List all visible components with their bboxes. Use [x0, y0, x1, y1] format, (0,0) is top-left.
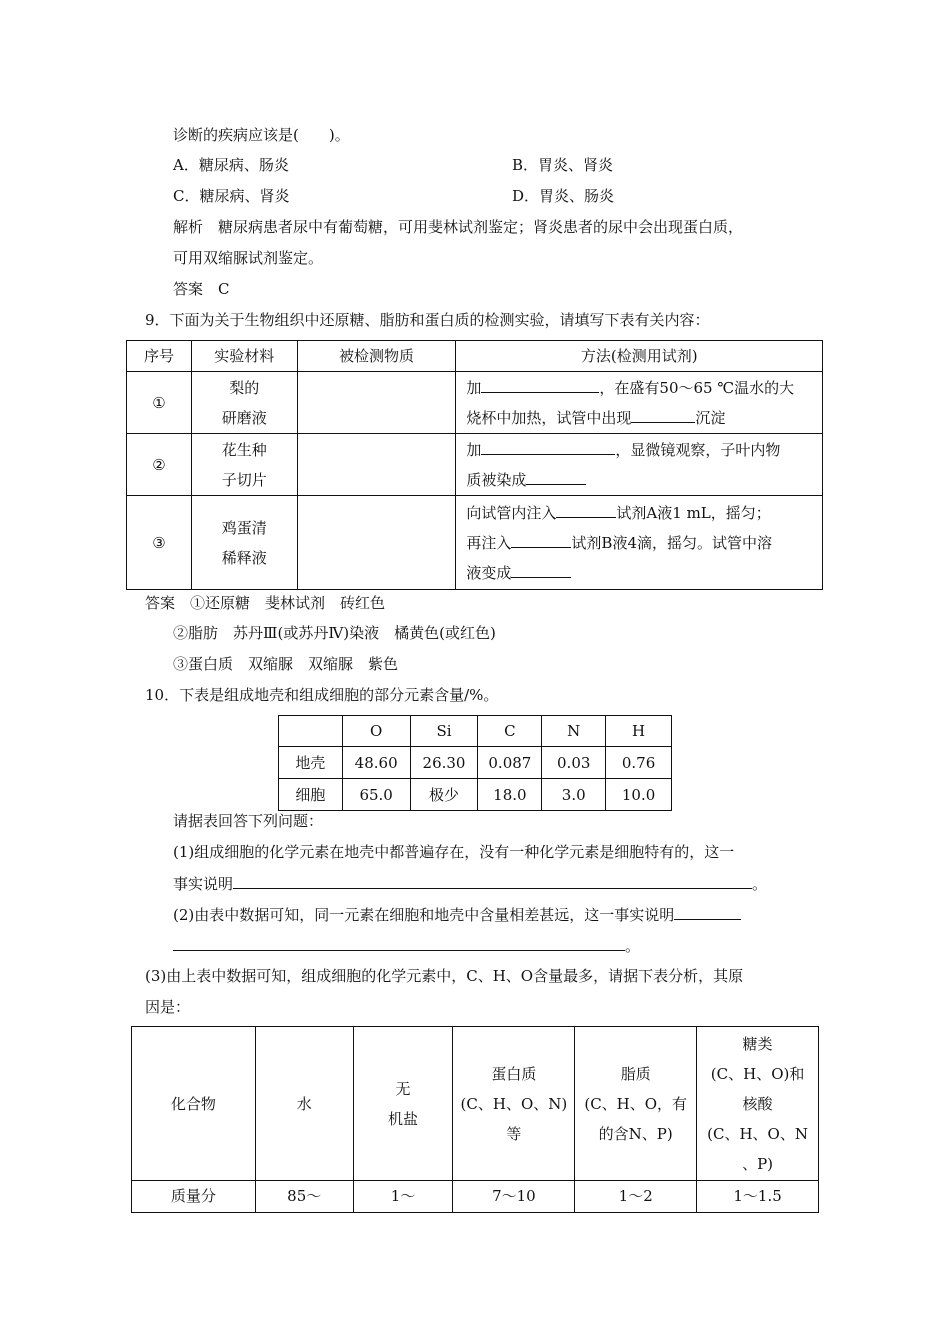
q9-row3-method: 向试管内注入 试剂A液1 mL，摇匀； 再注入 试剂B液4滴，摇匀。试管中溶 液变成	[456, 496, 823, 590]
compound-header-label: 化合物	[132, 1027, 256, 1181]
compound-cell: 85～	[255, 1181, 353, 1213]
compound-cell: 1～2	[575, 1181, 697, 1213]
element-header-c: C	[478, 716, 542, 747]
q9-row2-material: 花生种 子切片	[191, 434, 297, 496]
blank-field[interactable]	[556, 502, 616, 518]
compound-header-lipid: 脂质 (C、H、O，有 的含N、P)	[575, 1027, 697, 1181]
q8-answer: 答案 C	[173, 280, 230, 298]
q9-row2-num: ②	[127, 434, 192, 496]
q8-option-d[interactable]: D．胃炎、肠炎	[512, 187, 615, 205]
blank-field[interactable]	[173, 935, 625, 951]
compound-header-sugar-nucleic-acid: 糖类 (C、H、O)和 核酸 (C、H、O、N 、P)	[697, 1027, 819, 1181]
q8-option-b[interactable]: B．胃炎、肾炎	[512, 156, 614, 174]
element-header-n: N	[542, 716, 606, 747]
compound-header-water: 水	[255, 1027, 353, 1181]
q9-answer-line2: ②脂肪 苏丹Ⅲ(或苏丹Ⅳ)染液 橘黄色(或红色)	[173, 624, 496, 642]
q8-analysis-line2: 可用双缩脲试剂鉴定。	[173, 249, 324, 267]
element-cell: 65.0	[342, 779, 410, 811]
blank-field[interactable]	[481, 377, 599, 393]
q10-p1-line1: (1)组成细胞的化学元素在地壳中都普遍存在，没有一种化学元素是细胞特有的，这一	[173, 843, 735, 861]
q9-row3-num: ③	[127, 496, 192, 590]
q9-header-num: 序号	[127, 341, 192, 372]
blank-field[interactable]	[631, 407, 695, 423]
blank-field[interactable]	[511, 562, 571, 578]
q9-row1-substance-blank[interactable]	[297, 372, 456, 434]
q8-option-a[interactable]: A．糖尿病、肠炎	[173, 156, 289, 174]
compound-header-inorganic-salt: 无 机盐	[353, 1027, 453, 1181]
q10-p3-line2: 因是：	[145, 998, 191, 1016]
compound-table	[131, 1026, 819, 1213]
q10-p2-line1: (2)由表中数据可知，同一元素在细胞和地壳中含量相差甚远，这一事实说明	[173, 904, 741, 925]
element-cell: 48.60	[342, 747, 410, 779]
q9-row2-substance-blank[interactable]	[297, 434, 456, 496]
blank-field[interactable]	[233, 873, 752, 889]
element-header-si: Si	[410, 716, 478, 747]
element-header-h: H	[606, 716, 672, 747]
element-cell: 18.0	[478, 779, 542, 811]
element-cell: 3.0	[542, 779, 606, 811]
q9-answer-line3: ③蛋白质 双缩脲 双缩脲 紫色	[173, 655, 399, 673]
compound-cell: 1～	[353, 1181, 453, 1213]
q10-prompt: 请据表回答下列问题：	[173, 812, 324, 830]
blank-field[interactable]	[511, 532, 571, 548]
q10-p3-line1: (3)由上表中数据可知，组成细胞的化学元素中，C、H、O含量最多，请据下表分析，其原	[145, 967, 744, 985]
compound-row-label: 质量分	[132, 1181, 256, 1213]
element-table-corner	[279, 716, 343, 747]
blank-field[interactable]	[674, 904, 741, 920]
q8-stem-end: 诊断的疾病应该是( )。	[173, 126, 350, 144]
q9-table	[126, 340, 823, 590]
compound-cell: 7～10	[453, 1181, 575, 1213]
q10-p2-line2: 。	[173, 935, 640, 956]
q9-row1-material: 梨的 研磨液	[191, 372, 297, 434]
compound-header-protein: 蛋白质 (C、H、O、N) 等	[453, 1027, 575, 1181]
element-row-crust-label: 地壳	[279, 747, 343, 779]
q9-row1-num: ①	[127, 372, 192, 434]
element-cell: 0.76	[606, 747, 672, 779]
q9-stem: 9．下面为关于生物组织中还原糖、脂肪和蛋白质的检测实验，请填写下表有关内容：	[145, 311, 710, 329]
compound-cell: 1～1.5	[697, 1181, 819, 1213]
element-cell: 极少	[410, 779, 478, 811]
q9-row1-method: 加 ，在盛有50～65 ℃温水的大 烧杯中加热，试管中出现 沉淀	[456, 372, 823, 434]
element-cell: 0.087	[478, 747, 542, 779]
q9-header-substance: 被检测物质	[297, 341, 456, 372]
q9-header-material: 实验材料	[191, 341, 297, 372]
element-cell: 0.03	[542, 747, 606, 779]
q10-stem: 10．下表是组成地壳和组成细胞的部分元素含量/%。	[145, 686, 499, 704]
q10-p1-line2: 事实说明 。	[173, 875, 768, 893]
q9-answer-line1: 答案 ①还原糖 斐林试剂 砖红色	[145, 594, 386, 612]
q8-option-c[interactable]: C．糖尿病、肾炎	[173, 187, 290, 205]
element-row-cell-label: 细胞	[279, 779, 343, 811]
q9-row2-method: 加 ，显微镜观察，子叶内物 质被染成	[456, 434, 823, 496]
element-cell: 10.0	[606, 779, 672, 811]
q9-row3-substance-blank[interactable]	[297, 496, 456, 590]
element-header-o: O	[342, 716, 410, 747]
q8-analysis-line1: 解析 糖尿病患者尿中有葡萄糖，可用斐林试剂鉴定；肾炎患者的尿中会出现蛋白质，	[173, 218, 744, 236]
blank-field[interactable]	[481, 439, 615, 455]
element-table	[278, 715, 672, 811]
q9-row3-material: 鸡蛋清 稀释液	[191, 496, 297, 590]
element-cell: 26.30	[410, 747, 478, 779]
blank-field[interactable]	[526, 469, 586, 485]
q9-header-method: 方法(检测用试剂)	[456, 341, 823, 372]
